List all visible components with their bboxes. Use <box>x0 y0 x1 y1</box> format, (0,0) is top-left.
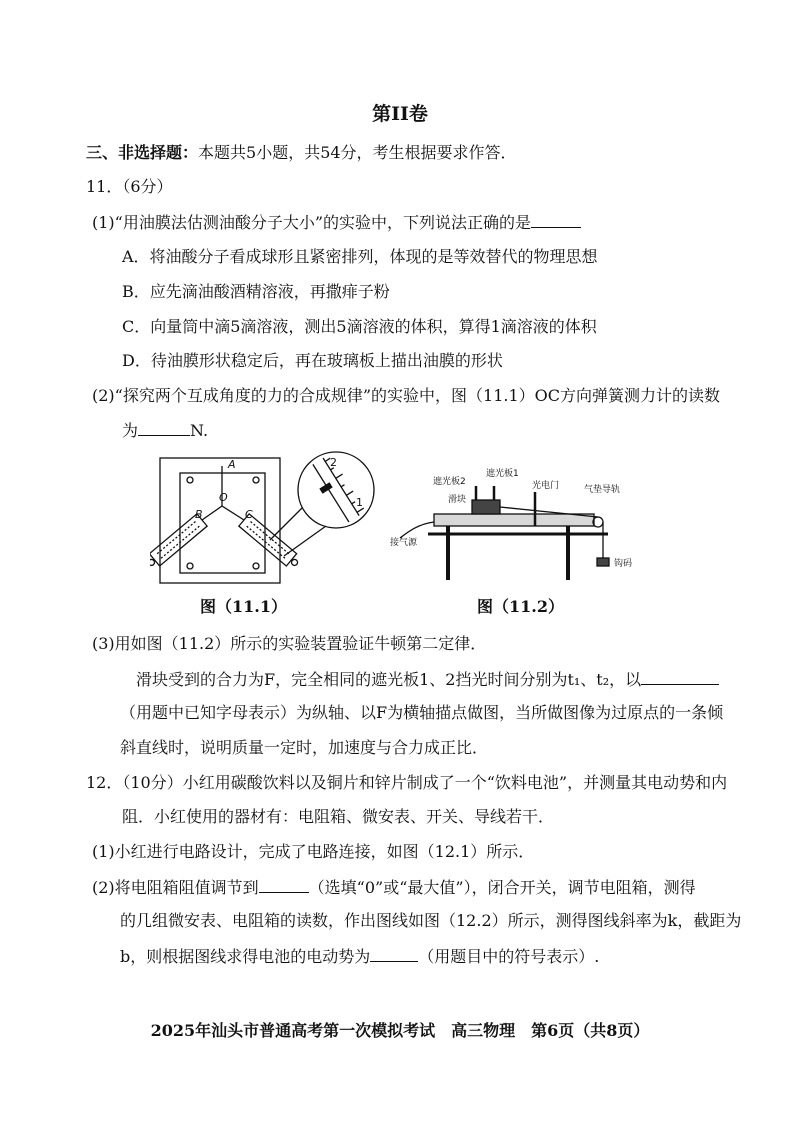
q11-part1-stem <box>92 211 581 234</box>
label-slider: 滑块 <box>448 495 467 505</box>
q11-part1-stem-text: (1)“用油膜法估测油酸分子大小”的实验中，下列说法正确的是 <box>92 213 532 232</box>
figure-11-2 <box>388 462 668 587</box>
label-b: B <box>195 508 203 521</box>
q12-part1: (1)小红进行电路设计，完成了电路连接，如图（12.1）所示． <box>92 842 535 861</box>
q11-part2-stem: (2)“探究两个互成角度的力的合成规律”的实验中，图（11.1）OC方向弹簧测力计的读数 <box>92 386 721 405</box>
scale-label-1: 1 <box>356 496 363 509</box>
part-heading-text: 本题共5小题，共54分，考生根据要求作答． <box>198 143 517 162</box>
label-plate1: 遮光板1 <box>486 469 519 479</box>
figure-11-2-caption: 图（11.2） <box>477 597 564 616</box>
q11-header: 11．（6分） <box>86 177 173 196</box>
q11-part3-line3: 斜直线时，说明质量一定时，加速度与合力成正比． <box>120 738 489 757</box>
q12-part2-blank-2[interactable] <box>370 945 418 962</box>
label-o: O <box>219 491 228 504</box>
board-outer <box>160 458 280 583</box>
label-track: 气垫导轨 <box>584 485 621 495</box>
figure-11-1 <box>150 448 390 588</box>
q12-part2-line3-suffix: （用题目中的符号表示）. <box>418 947 600 966</box>
rope-ob <box>202 506 222 520</box>
label-plate2: 遮光板2 <box>433 477 466 487</box>
rope-oc <box>222 506 244 520</box>
label-gate: 光电门 <box>532 481 560 491</box>
slider <box>472 500 500 514</box>
part-heading-label: 三、非选择题： <box>86 143 199 162</box>
q12-part2-line1-prefix: (2)将电阻箱阻值调节到 <box>92 878 259 897</box>
section-title: 第II卷 <box>372 103 428 125</box>
label-air: 接气源 <box>390 538 418 548</box>
label-weight: 钩码 <box>614 559 633 569</box>
q11-part3-line1 <box>136 668 719 691</box>
q12-line1: 12．（10分）小红用碳酸饮料以及铜片和锌片制成了一个“饮料电池”，并测量其电动势和内 <box>86 773 728 792</box>
q11-part3-stem: (3)用如图（11.2）所示的实验装置验证牛顿第二定律． <box>92 634 487 653</box>
q11-part3-line1-text: 滑块受到的合力为F，完全相同的遮光板1、2挡光时间分别为t₁、t₂，以 <box>136 670 642 689</box>
q12-part2-line3-prefix: b，则根据图线求得电池的电动势为 <box>120 947 371 966</box>
spring-balance-c <box>239 514 302 571</box>
label-a: A <box>228 458 236 471</box>
q11-option-b: B．应先滴油酸酒精溶液，再撒痱子粉 <box>122 282 390 301</box>
q11-part1-answer-blank[interactable] <box>531 211 581 228</box>
q11-part3-answer-blank[interactable] <box>641 668 719 685</box>
q12-part2-line2: 的几组微安表、电阻箱的读数，作出图线如图（12.2）所示，测得图线斜率为k，截距为 <box>120 911 742 930</box>
q11-option-c: C．向量筒中滴5滴溶液，测出5滴溶液的体积，算得1滴溶液的体积 <box>122 317 597 336</box>
label-c: C <box>245 508 253 521</box>
q11-option-a: A．将油酸分子看成球形且紧密排列，体现的是等效替代的物理思想 <box>122 247 598 266</box>
q11-part3-line2: （用题中已知字母表示）为纵轴、以F为横轴描点做图，当所做图像为过原点的一条倾 <box>120 703 724 722</box>
air-track <box>434 514 594 526</box>
q12-part2-blank-1[interactable] <box>259 876 309 893</box>
q12-part2-line1-suffix: （选填“0”或“最大值”），闭合开关，调节电阻箱，测得 <box>308 878 696 897</box>
q11-part2-cont <box>122 419 208 442</box>
q12-part2-line1 <box>92 876 696 899</box>
spring-balance-b <box>150 514 207 571</box>
part-heading <box>86 142 517 164</box>
scale-label-2: 2 <box>330 456 337 469</box>
q11-part2-prefix: 为 <box>122 421 139 440</box>
page-footer: 2025年汕头市普通高考第一次模拟考试 高三物理 第6页（共8页） <box>150 1021 650 1040</box>
q11-part2-answer-blank[interactable] <box>138 419 190 436</box>
air-hose <box>400 522 434 538</box>
q12-part2-line3 <box>120 945 599 968</box>
q11-option-d: D．待油膜形状稳定后，再在玻璃板上描出油膜的形状 <box>122 351 503 370</box>
q12-line2: 阻．小红使用的器材有：电阻箱、微安表、开关、导线若干． <box>122 807 555 826</box>
q11-part2-suffix: N. <box>190 421 209 440</box>
hook-weight <box>597 558 609 566</box>
figure-11-1-caption: 图（11.1） <box>200 597 287 616</box>
